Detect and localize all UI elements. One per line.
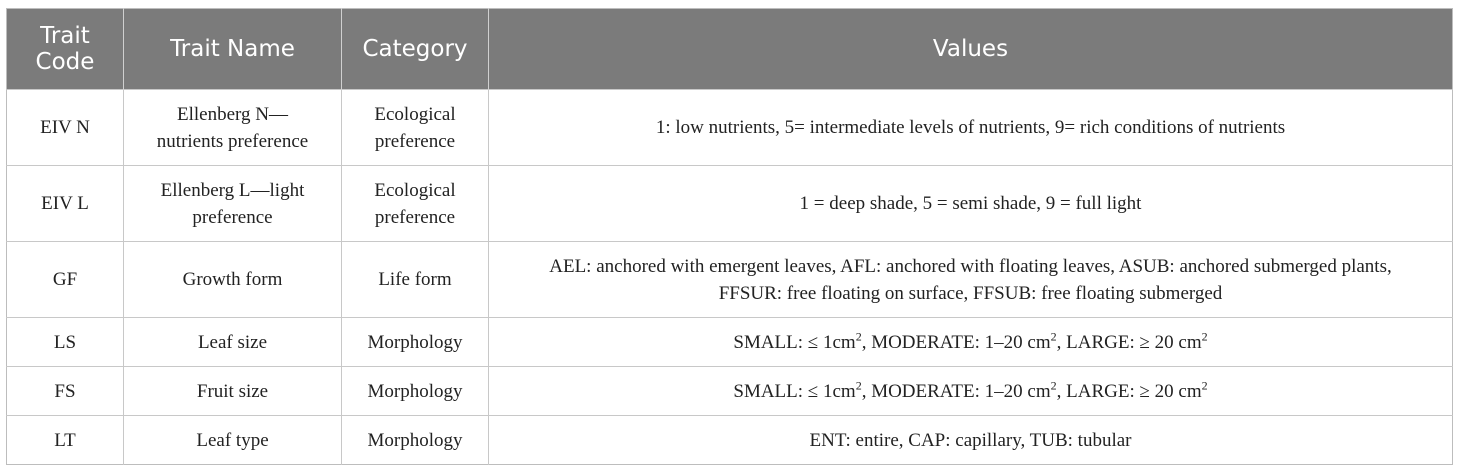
cell-category: Morphology xyxy=(342,318,489,367)
header-category: Category xyxy=(342,9,489,90)
values-small: SMALL: ≤ 1cm xyxy=(733,331,856,353)
superscript: 2 xyxy=(1050,329,1057,344)
table-row xyxy=(7,242,1453,318)
values-moderate: , MODERATE: 1–20 cm xyxy=(861,331,1051,353)
cell-trait-code: GF xyxy=(7,242,124,318)
cell-values: ENT: entire, CAP: capillary, TUB: tubular xyxy=(489,416,1453,465)
cell-trait-code: EIV L xyxy=(7,166,124,242)
category-line: preference xyxy=(374,130,456,152)
cell-trait-name: Leaf size xyxy=(124,318,342,367)
values-line: AEL: anchored with emergent leaves, AFL: anchored with floating leaves, ASUB: anchored submerged plants, xyxy=(549,255,1392,277)
table-row xyxy=(7,166,1453,242)
category-line: Ecological xyxy=(374,179,456,201)
cell-values: 1: low nutrients, 5= intermediate levels of nutrients, 9= rich conditions of nutrients xyxy=(489,90,1453,166)
cell-trait-name xyxy=(124,166,342,242)
values-large: , LARGE: ≥ 20 cm xyxy=(1056,331,1202,353)
values-small: SMALL: ≤ 1cm xyxy=(733,380,856,402)
cell-values xyxy=(489,318,1453,367)
header-trait-code xyxy=(7,9,124,90)
values-line: FFSUR: free floating on surface, FFSUB: free floating submerged xyxy=(718,282,1223,304)
header-trait-name: Trait Name xyxy=(124,9,342,90)
trait-name-line: Ellenberg N— xyxy=(177,103,288,125)
cell-trait-code: EIV N xyxy=(7,90,124,166)
cell-category xyxy=(342,90,489,166)
trait-name-line: Ellenberg L—light xyxy=(160,179,305,201)
cell-category: Morphology xyxy=(342,416,489,465)
cell-category: Life form xyxy=(342,242,489,318)
values-large: , LARGE: ≥ 20 cm xyxy=(1056,380,1202,402)
header-trait-code-line1: Trait xyxy=(40,23,90,49)
cell-trait-name: Leaf type xyxy=(124,416,342,465)
header-values: Values xyxy=(489,9,1453,90)
superscript: 2 xyxy=(1050,378,1057,393)
cell-values: 1 = deep shade, 5 = semi shade, 9 = full light xyxy=(489,166,1453,242)
table-row xyxy=(7,318,1453,367)
cell-category xyxy=(342,166,489,242)
cell-category: Morphology xyxy=(342,367,489,416)
cell-trait-code: LS xyxy=(7,318,124,367)
category-line: Ecological xyxy=(374,103,456,125)
trait-table-container xyxy=(6,8,1452,465)
cell-values xyxy=(489,367,1453,416)
table-row xyxy=(7,367,1453,416)
header-trait-code-line2: Code xyxy=(35,49,95,75)
superscript: 2 xyxy=(1201,329,1208,344)
trait-name-line: nutrients preference xyxy=(156,130,309,152)
category-line: preference xyxy=(374,206,456,228)
superscript: 2 xyxy=(855,378,862,393)
cell-trait-name: Fruit size xyxy=(124,367,342,416)
cell-trait-name xyxy=(124,90,342,166)
table-row xyxy=(7,90,1453,166)
table-row xyxy=(7,416,1453,465)
cell-values xyxy=(489,242,1453,318)
superscript: 2 xyxy=(855,329,862,344)
values-moderate: , MODERATE: 1–20 cm xyxy=(861,380,1051,402)
cell-trait-code: LT xyxy=(7,416,124,465)
header-row xyxy=(7,9,1453,90)
trait-name-line: preference xyxy=(192,206,273,228)
superscript: 2 xyxy=(1201,378,1208,393)
cell-trait-name: Growth form xyxy=(124,242,342,318)
cell-trait-code: FS xyxy=(7,367,124,416)
trait-table xyxy=(6,8,1453,465)
